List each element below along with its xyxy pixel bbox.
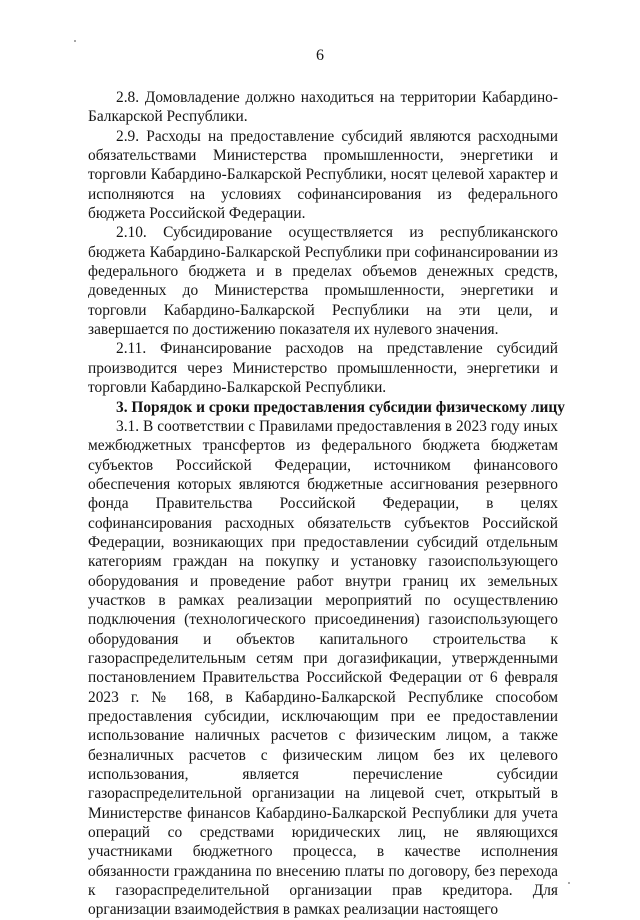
scan-speck [74,40,76,42]
page-number: 6 [316,47,324,64]
paragraph-2-9: 2.9. Расходы на предоставление субсидий являются расходными обязательствами Министерства промышленности, энергетики и торговли Кабардино-Балкарской Республики, носят целевой характер и исполняются на условиях софинансирования из федерального бюджета Российской Федерации. [88,127,558,223]
paragraph-2-11: 2.11. Финансирование расходов на представление субсидий производится через Министерство промышленности, энергетики и торговли Кабардино-Балкарской Республики. [88,340,558,397]
paragraph-2-8: 2.8. Домовладение должно находиться на территории Кабардино-Балкарской Республики. [88,89,558,126]
scan-speck [568,882,570,884]
paragraph-2-10: 2.10. Субсидирование осуществляется из республиканского бюджета Кабардино-Балкарской Республики при софинансировании из федерального бюджета и в пределах объемов денежных средств, доведенных до Министерства промышленности, энергетики и торговли Кабардино-Балкарской Республики на эти цели, и завершается по достижению показателя их нулевого значения. [88,224,558,339]
section-3-heading: 3. Порядок и сроки предоставления субсидии физическому лицу [116,398,565,416]
paragraph-3-1: 3.1. В соответствии с Правилами предоставления в 2023 году иных межбюджетных трансфертов из федерального бюджета бюджетам субъектов Российской Федерации, источником финансового обеспечения которых являются бюджетные ассигнования резервного фонда Правительства Российской Федерации, в целях софинансирования расходных обязательств субъектов Российской Федерации, возникающих при предоставлении субсидий отдельным категориям граждан на покупку и установку газоиспользующего оборудования и проведение работ внутри границ их земельных участков в рамках реализации мероприятий по осуществлению подключения (технологического присоединения) газоиспользующего оборудования и объектов капитального строительства к газораспределительным сетям при догазификации, утвержденными постановлением Правительства Российской Федерации от 6 февраля 2023 г. № 168, в Кабардино-Балкарской Республике способом предоставления субсидии, исключающим при ее предоставлении использование наличных расчетов с физическим лицом, а также безналичных расчетов с физическим лицом без их целевого использования, является перечисление субсидии газораспределительной организации на лицевой счет, открытый в Министерстве финансов Кабардино-Балкарской Республики для учета операций со средствами юридических лиц, не являющихся участниками бюджетного процесса, в качестве исполнения обязанности гражданина по внесению платы по договору, без перехода к газораспределительной организации прав кредитора. Для организации взаимодействия в рамках реализации настоящего [88,417,558,919]
document-body [88,88,565,920]
